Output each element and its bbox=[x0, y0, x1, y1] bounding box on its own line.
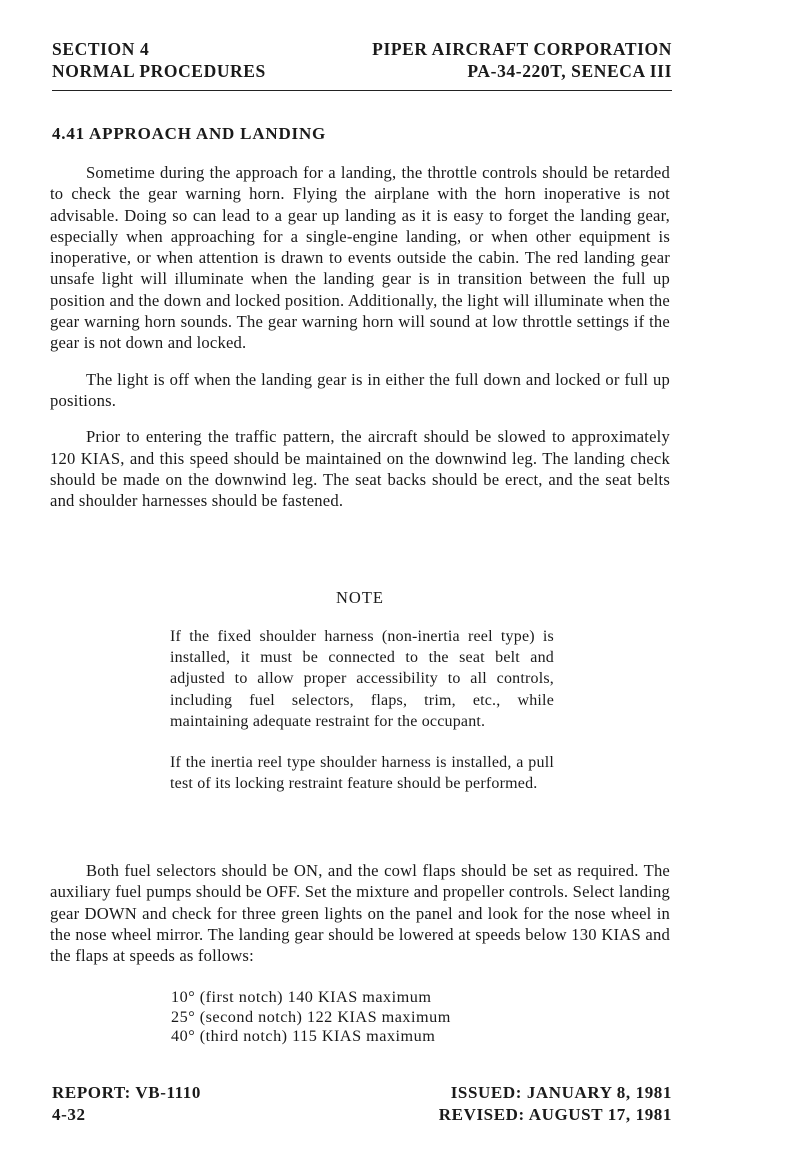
footer-right bbox=[439, 1082, 672, 1126]
body-text-continued bbox=[50, 860, 670, 981]
issued-date: ISSUED: JANUARY 8, 1981 bbox=[450, 1083, 672, 1102]
note-item-inertia-reel: If the inertia reel type shoulder harness is installed, a pull test of its locking restraint feature should be performed. bbox=[170, 754, 554, 793]
report-number: REPORT: VB-1110 bbox=[52, 1083, 201, 1102]
header-left bbox=[52, 38, 266, 82]
paragraph-gear-warning: Sometime during the approach for a landing, the throttle controls should be retarded to check the gear warning horn. Flying the airplane with the horn inoperative is not advisable. Doing so can lead to a gear up landing as it is easy to forget the landing gear, especially when approaching for a single-engine landing, or when other equipment is inoperative, or when attention is drawn to events outside the cabin. The red landing gear unsafe light will illuminate when the landing gear is in transition between the full up position and the down and locked position. Additionally, the light will illuminate when the gear warning horn sounds. The gear warning horn will sound at low throttle settings if the gear is not down and locked. bbox=[50, 163, 670, 353]
section-number: SECTION 4 bbox=[52, 39, 150, 59]
flap-speed-item: 25° (second notch) 122 KIAS maximum bbox=[171, 1007, 451, 1026]
page-title: 4.41 APPROACH AND LANDING bbox=[52, 124, 327, 143]
paragraph-fuel-selectors: Both fuel selectors should be ON, and the cowl flaps should be set as required. The auxiliary fuel pumps should be OFF. Set the mixture and propeller controls. Select landing gear DOWN and check for three green lights on the panel and look for the nose wheel in the nose wheel mirror. The landing gear should be lowered at speeds below 130 KIAS and the flaps at speeds as follows: bbox=[50, 861, 670, 966]
company-name: PIPER AIRCRAFT CORPORATION bbox=[372, 39, 672, 59]
aircraft-model: PA-34-220T, SENECA III bbox=[467, 61, 672, 81]
note-title: NOTE bbox=[336, 588, 384, 607]
paragraph-traffic-pattern: Prior to entering the traffic pattern, the aircraft should be slowed to approximately 120 KIAS, and this speed should be maintained on the downwind leg. The landing check should be made on the downwind leg. The seat backs should be erect, and the seat belts and shoulder harnesses should be fastened. bbox=[50, 427, 670, 511]
header-divider bbox=[52, 90, 672, 91]
section-title: NORMAL PROCEDURES bbox=[52, 61, 266, 81]
body-text bbox=[50, 162, 670, 526]
flap-speed-item: 10° (first notch) 140 KIAS maximum bbox=[171, 988, 432, 1006]
note-block bbox=[170, 626, 554, 814]
header-right bbox=[372, 38, 672, 82]
note-item-fixed-harness: If the fixed shoulder harness (non-inertia reel type) is installed, it must be connected to the seat belt and adjusted to allow proper accessibility to all controls, including fuel selectors, flaps, trim, etc., while maintaining adequate restraint for the occupant. bbox=[170, 628, 554, 730]
flap-speed-item: 40° (third notch) 115 KIAS maximum bbox=[171, 1027, 436, 1045]
page-header bbox=[52, 38, 672, 86]
page-footer bbox=[52, 1082, 672, 1126]
paragraph-light-off: The light is off when the landing gear is in either the full down and locked or full up positions. bbox=[50, 369, 670, 410]
page-number: 4-32 bbox=[52, 1105, 86, 1124]
footer-left bbox=[52, 1082, 201, 1126]
flap-speed-list bbox=[171, 988, 451, 1047]
revised-date: REVISED: AUGUST 17, 1981 bbox=[438, 1105, 672, 1124]
